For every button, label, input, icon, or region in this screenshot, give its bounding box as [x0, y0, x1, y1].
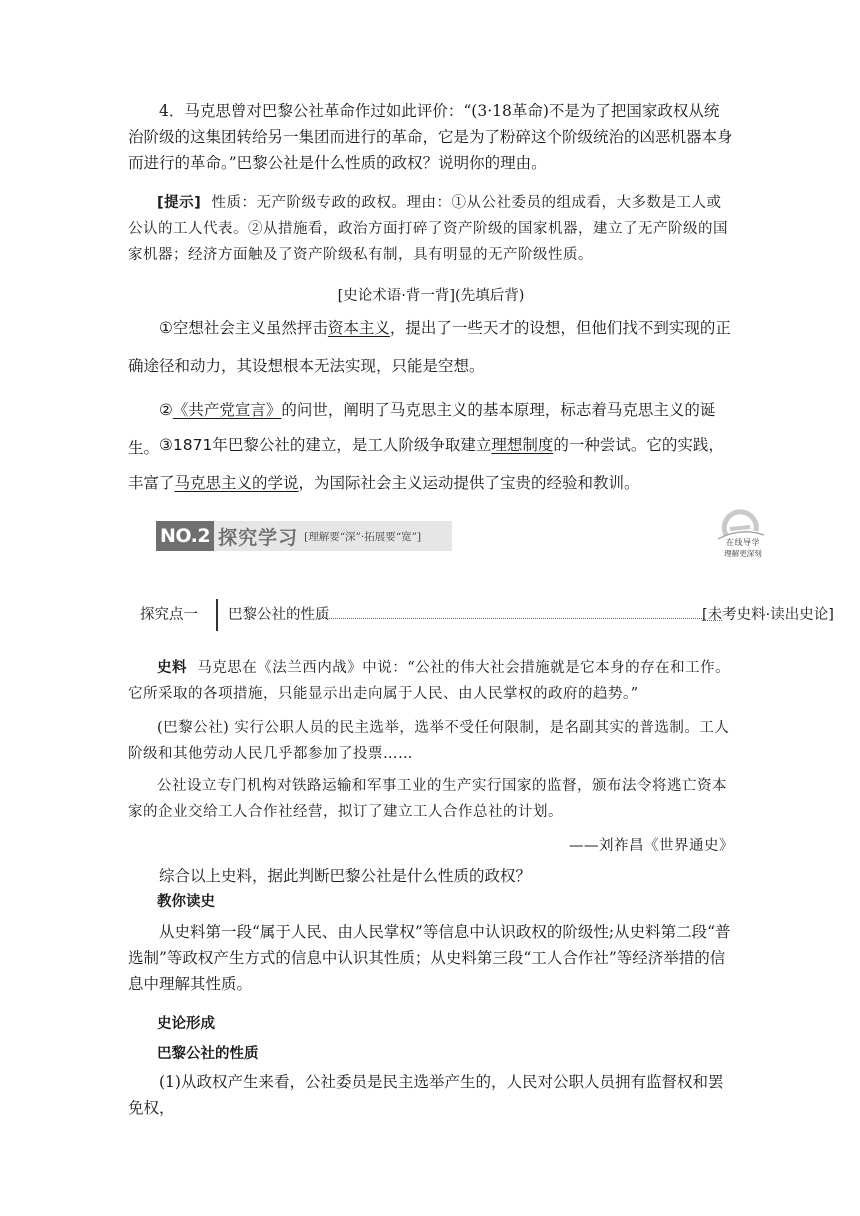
term-2-pre: ② [159, 401, 173, 419]
term-item-3 [128, 426, 734, 502]
hint-label: [提示] [157, 195, 202, 211]
section-banner [156, 521, 452, 551]
term-1-post: ，提出了一些天才的设想，但他们找不到实现的正确途径和动力，其设想根本无法实现，只能是空想。 [128, 319, 731, 375]
teach-text: 从史料第一段“属于人民、由人民掌权”等信息中认识政权的阶级性;从史料第二段“普选制”等政权产生方式的信息中认识其性质；从史料第三段“工人合作社”等经济举措的信息中理解其性质。 [128, 923, 731, 993]
inquiry-point-header [140, 601, 834, 631]
banner-subtitle: [理解要“深”·拓展要“宽”] [304, 530, 422, 543]
form-subheading: 巴黎公社的性质 [157, 1046, 259, 1062]
term-3-mid: 的一种尝试。它的实践，丰富了 [128, 436, 724, 492]
source-paragraph-1 [128, 655, 734, 707]
inquiry-point-hint: [未考史料·读出史论] [702, 607, 834, 623]
hint-paragraph [128, 190, 734, 268]
term-3-blank-2: 马克思主义的学说 [174, 474, 299, 492]
source-label: 史料 [157, 660, 187, 676]
term-1-pre: ①空想社会主义虽然抨击 [159, 319, 328, 337]
question-4: 4．马克思曾对巴黎公社革命作过如此评价：“(3·18革命)不是为了把国家政权从统治阶级的这集团转给另一集团而进行的革命，它是为了粉碎这个阶级统治的凶恶机器本身而进行的革命。”巴黎公社是什么性质的政权？说明你的理由。 [128, 102, 733, 172]
logo-line2: 理解更深刻 [724, 549, 762, 558]
dotted-leader-end [702, 620, 722, 621]
form-item-1: (1)从政权产生来看，公社委员是民主选举产生的，人民对公职人员拥有监督权和罢免权， [128, 1073, 724, 1117]
analysis-question: 综合以上史料，据此判断巴黎公社是什么性质的政权？ [159, 867, 532, 885]
form-heading: 史论形成 [157, 1016, 215, 1032]
term-3-pre: ③1871年巴黎公社的建立，是工人阶级争取建立 [159, 436, 492, 454]
term-1-blank: 资本主义 [327, 319, 390, 337]
term-item-1 [128, 309, 734, 385]
source-attribution: ——刘祚昌《世界通史》 [569, 838, 734, 854]
inquiry-point-label: 探究点一 [140, 607, 198, 623]
header-divider [216, 599, 218, 631]
banner-title: 探究学习 [218, 526, 299, 549]
term-2-blank: 《共产党宣言》 [172, 401, 282, 419]
terms-heading: [史论术语·背一背](先填后背) [337, 288, 525, 304]
inquiry-point-topic: 巴黎公社的性质 [228, 607, 330, 623]
logo-line1: 在线导学 [726, 538, 760, 547]
banner-number: NO.2 [156, 521, 214, 551]
source-paragraph-2: (巴黎公社) 实行公职人员的民主选举，选举不受任何限制，是名副其实的普选制。工人阶级和其他劳动人民几乎都参加了投票…… [128, 720, 730, 762]
dotted-leader [318, 618, 704, 619]
hint-text: 性质：无产阶级专政的政权。理由：①从公社委员的组成看，大多数是工人或公认的工人代表。②从措施看，政治方面打碎了资产阶级的国家机器，建立了无产阶级的国家机器；经济方面触及了资产阶级私有制，具有明显的无产阶级性质。 [128, 195, 728, 263]
term-2-post: 的问世，阐明了马克思主义的基本原理，标志着马克思主义的诞生。 [128, 401, 716, 457]
term-3-post: ，为国际社会主义运动提供了宝贵的经验和教训。 [298, 474, 640, 492]
term-3-blank: 理想制度 [491, 436, 554, 454]
source-paragraph-3: 公社设立专门机构对铁路运输和军事工业的生产实行国家的监督，颁布法令将逃亡资本家的企业交给工人合作社经营，拟订了建立工人合作总社的计划。 [128, 778, 727, 820]
source-text-1: 马克思在《法兰西内战》中说：“公社的伟大社会措施就是它本身的存在和工作。它所采取的各项措施，只能显示出走向属于人民、由人民掌权的政府的趋势。” [128, 660, 731, 702]
teach-heading: 教你读史 [157, 894, 215, 910]
